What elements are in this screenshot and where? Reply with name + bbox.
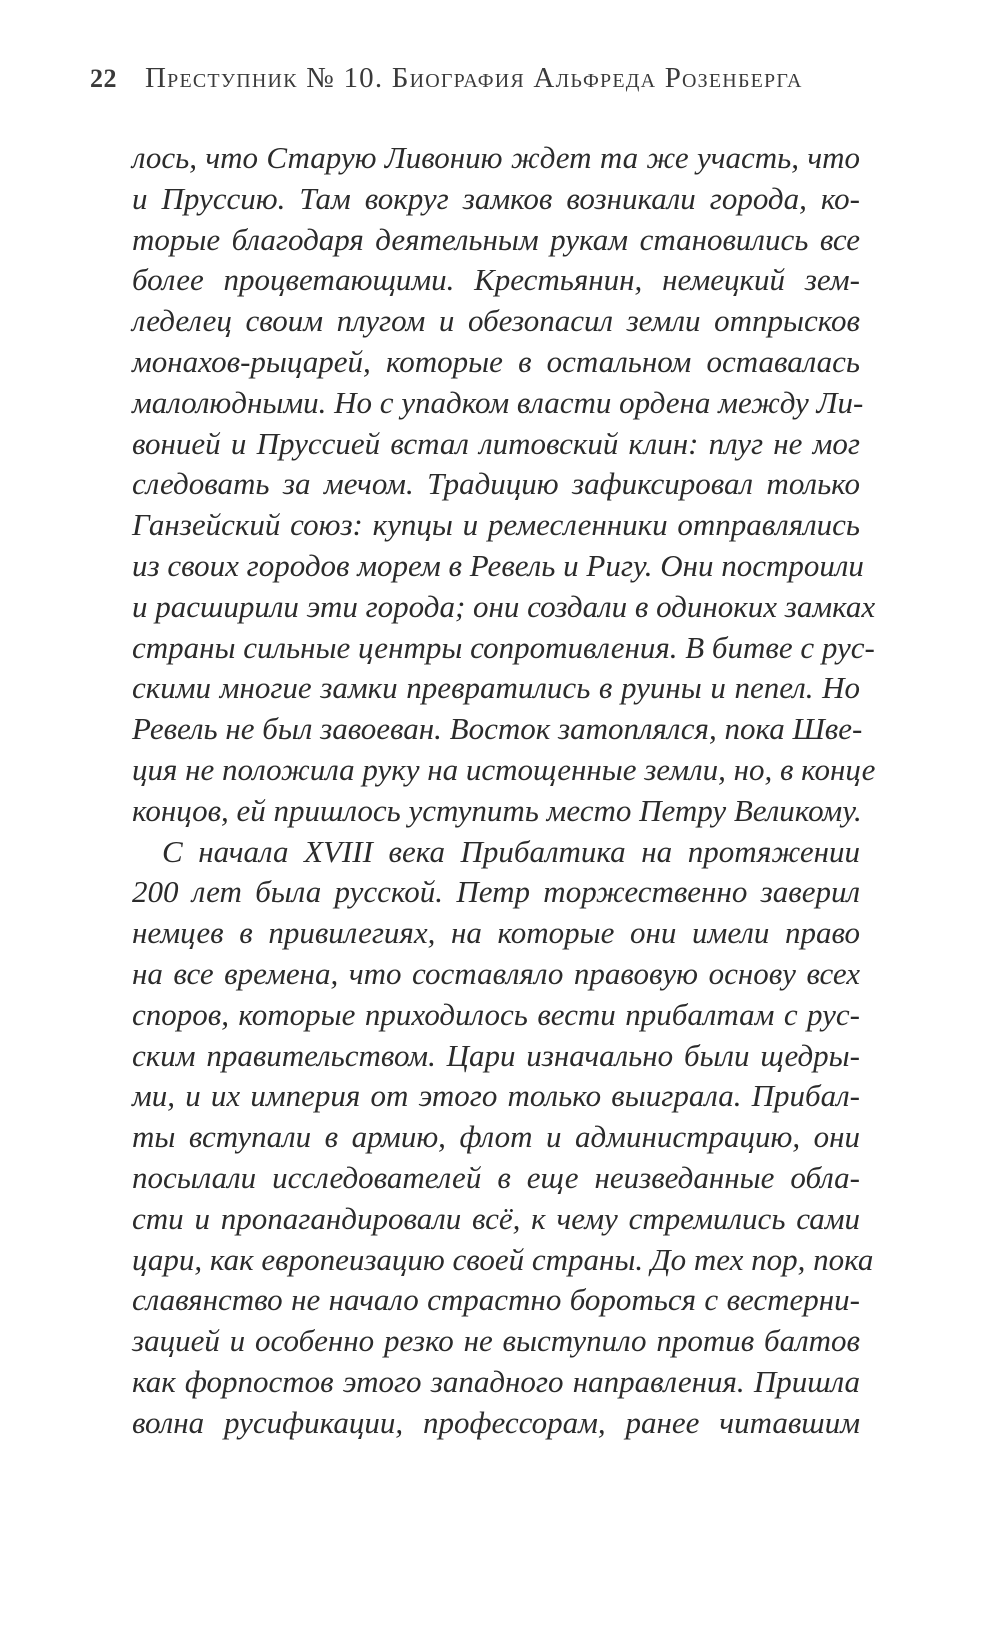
text-line: ми, и их империя от этого только выиграла. Прибал-	[132, 1078, 860, 1114]
text-line: споров, которые приходилось вести прибалтам с рус-	[132, 996, 860, 1032]
running-head	[90, 62, 803, 102]
page-number: 22	[90, 64, 117, 93]
text-line: цари, как европеизацию своей страны. До тех пор, пока	[132, 1241, 874, 1277]
text-line: на все времена, что составляло правовую основу всех	[132, 955, 860, 991]
text-line: леделец своим плугом и обезопасил земли отпрысков	[132, 303, 860, 339]
text-line: более процветающими. Крестьянин, немецкий зем-	[132, 262, 860, 298]
text-line: из своих городов морем в Ревель и Ригу. Они построили	[132, 547, 864, 583]
paragraph-1	[132, 138, 876, 832]
text-line: Ганзейский союз: купцы и ремесленники отправлялись	[132, 507, 860, 543]
text-line: следовать за мечом. Традицию зафиксировал только	[132, 466, 860, 502]
text-line: славянство не начало страстно бороться с вестерни-	[132, 1282, 860, 1318]
text-line: ским правительством. Цари изначально были щедры-	[132, 1037, 860, 1073]
text-line: немцев в привилегиях, на которые они имели право	[132, 915, 860, 951]
text-line: скими многие замки превратились в руины и пепел. Но	[132, 670, 860, 706]
text-line: вонией и Пруссией встал литовский клин: плуг не мог	[132, 425, 860, 461]
text-line: ция не положила руку на истощенные земли, но, в конце	[132, 751, 876, 787]
text-line: сти и пропагандировали всё, к чему стремились сами	[132, 1200, 860, 1236]
text-line: 200 лет была русской. Петр торжественно заверил	[132, 874, 860, 910]
text-line: торые благодаря деятельным рукам становились все	[132, 221, 860, 257]
paragraph-2	[132, 832, 874, 1444]
text-line: волна русификации, профессорам, ранее читавшим	[132, 1404, 860, 1440]
text-line: Ревель не был завоеван. Восток затоплялся, пока Шве-	[132, 711, 863, 747]
text-line: монахов-рыцарей, которые в остальном оставалась	[132, 343, 860, 379]
text-line: ты вступали в армию, флот и администрацию, они	[132, 1119, 860, 1155]
text-line: С начала XVIII века Прибалтика на протяжении	[162, 833, 860, 869]
running-title: Преступник № 10. Биография Альфреда Розенберга	[145, 62, 803, 94]
text-line: малолюдными. Но с упадком власти ордена между Ли-	[132, 384, 864, 420]
text-line: как форпостов этого западного направления. Пришла	[132, 1363, 860, 1399]
text-line: лось, что Старую Ливонию ждет та же участь, что	[132, 140, 860, 175]
text-line: и расширили эти города; они создали в одиноких замках	[132, 588, 876, 624]
text-line: и Пруссию. Там вокруг замков возникали города, ко-	[132, 180, 860, 216]
text-line: посылали исследователей в еще неизведанные обла-	[132, 1159, 860, 1195]
text-line: концов, ей пришлось уступить место Петру Великому.	[132, 792, 862, 828]
text-line: страны сильные центры сопротивления. В битве с рус-	[132, 629, 875, 665]
body-text	[132, 138, 876, 1444]
text-line: зацией и особенно резко не выступило против балтов	[132, 1323, 860, 1359]
